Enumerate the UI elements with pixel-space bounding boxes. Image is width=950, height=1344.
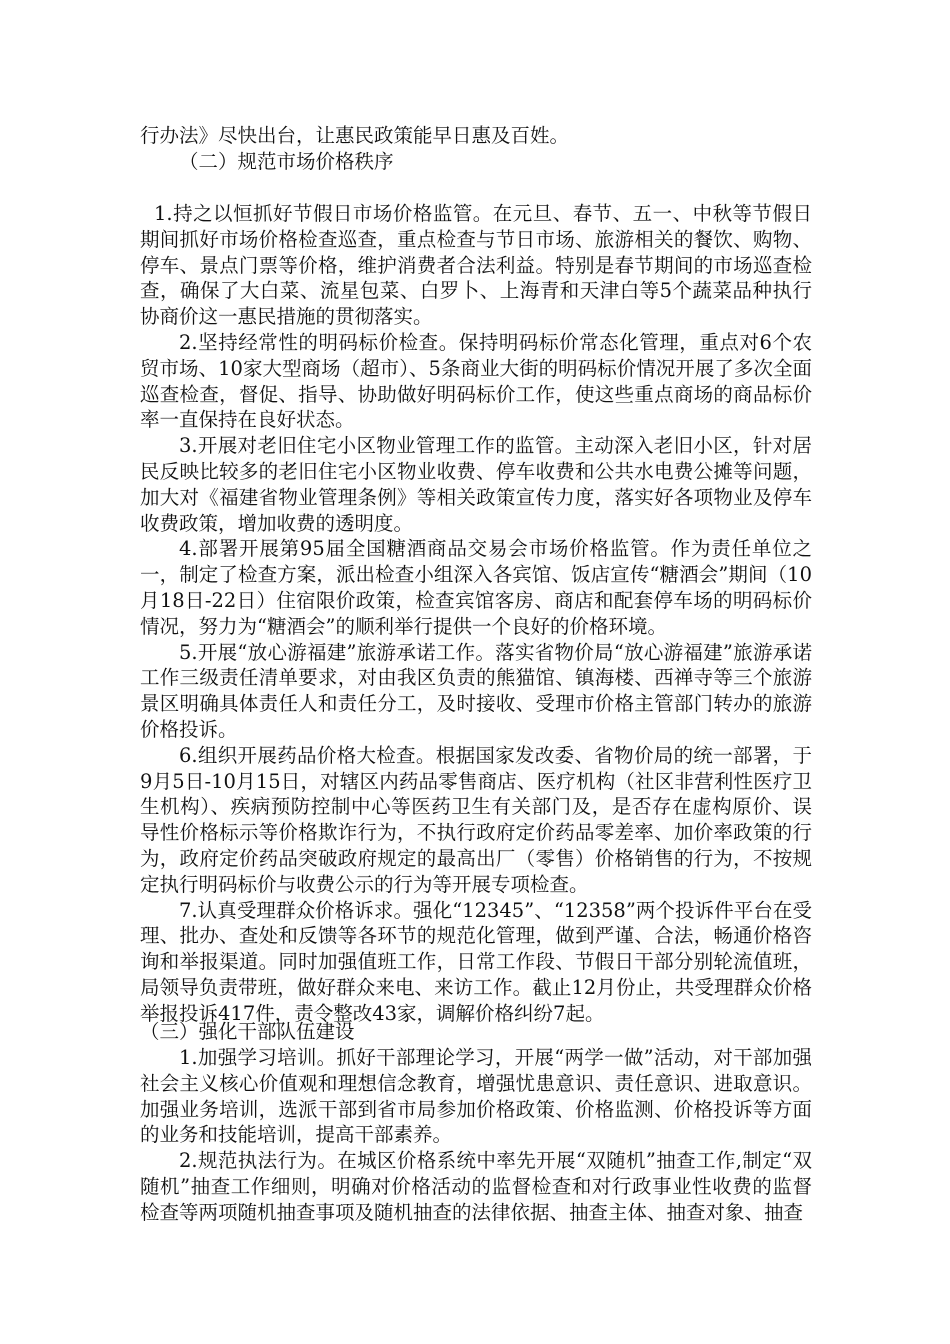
continuation-paragraph: 行办法》尽快出台，让惠民政策能早日惠及百姓。 (140, 124, 570, 147)
section-3-item-1: 1.加强学习培训。抓好干部理论学习，开展“两学一做”活动，对干部加强社会主义核心价值观和理想信念教育，增强忧患意识、责任意识、进取意识。加强业务培训，选派干部到省市局参加价格政策、价格监测、价格投诉等方面的业务和技能培训，提高干部素养。 (140, 1046, 812, 1147)
section-3-body (140, 1045, 812, 1226)
section-2-heading-block (140, 149, 812, 175)
section-2-item-1: 1.持之以恒抓好节假日市场价格监管。在元旦、春节、五一、中秋等节假日期间抓好市场价格检查巡查，重点检查与节日市场、旅游相关的餐饮、购物、停车、景点门票等价格，维护消费者合法利益。特别是春节期间的市场巡查检查，确保了大白菜、流星包菜、白罗卜、上海青和天津白等5个蔬菜品种执行协商价这一惠民措施的贯彻落实。 (140, 202, 812, 329)
section-2-item-5: 5.开展“放心游福建”旅游承诺工作。落实省物价局“放心游福建”旅游承诺工作三级责任清单要求，对由我区负责的熊猫馆、镇海楼、西禅寺等三个旅游景区明确具体责任人和责任分工，及时接收、受理市价格主管部门转办的旅游价格投诉。 (140, 640, 812, 741)
section-3-item-2: 2.规范执法行为。在城区价格系统中率先开展“双随机”抽查工作,制定“双随机”抽查工作细则，明确对价格活动的监督检查和对行政事业性收费的监督检查等两项随机抽查事项及随机抽查的法律依据、抽查主体、抽查对象、抽查 (140, 1149, 812, 1224)
section-2-item-2: 2.坚持经常性的明码标价检查。保持明码标价常态化管理，重点对6个农贸市场、10家大型商场（超市）、5条商业大街的明码标价情况开展了多次全面巡查检查，督促、指导、协助做好明码标价工作，使这些重点商场的商品标价率一直保持在良好状态。 (140, 330, 812, 432)
section-3-heading: （三）强化干部队伍建设 (140, 1020, 355, 1043)
section-2-item-7: 7.认真受理群众价格诉求。强化“12345”、“12358”两个投诉件平台在受理、批办、查处和反馈等各环节的规范化管理，做到严谨、合法，畅通价格咨询和举报渠道。同时加强值班工作，日常工作段、节假日干部分别轮流值班，局领导负责带班，做好群众来电、来访工作。截止12月份止，共受理群众价格举报投诉417件，责令整改43家，调解价格纠纷7起。 (140, 898, 812, 1025)
section-2-item-3: 3.开展对老旧住宅小区物业管理工作的监管。主动深入老旧小区，针对居民反映比较多的老旧住宅小区物业收费、停车收费和公共水电费公摊等问题，加大对《福建省物业管理条例》等相关政策宣传力度，落实好各项物业及停车收费政策，增加收费的透明度。 (140, 434, 812, 535)
section-2-item-4: 4.部署开展第95届全国糖酒商品交易会市场价格监管。作为责任单位之一，制定了检查方案，派出检查小组深入各宾馆、饭店宣传“糖酒会”期间（10月18日-22日）住宿限价政策，检查宾馆客房、商店和配套停车场的明码标价情况，努力为“糖酒会”的顺利举行提供一个良好的价格环境。 (140, 537, 812, 638)
section-3-heading-block (140, 1019, 812, 1045)
section-2-heading: （二）规范市场价格秩序 (179, 150, 394, 173)
section-2-body (140, 201, 812, 1027)
section-2-item-6: 6.组织开展药品价格大检查。根据国家发改委、省物价局的统一部署，于9月5日-10月15日，对辖区内药品零售商店、医疗机构（社区非营利性医疗卫生机构）、疾病预防控制中心等医药卫生有关部门及，是否存在虚构原价、误导性价格标示等价格欺诈行为，不执行政府定价药品零差率、加价率政策的行为，政府定价药品突破政府规定的最高出厂（零售）价格销售的行为，不按规定执行明码标价与收费公示的行为等开展专项检查。 (140, 743, 812, 896)
continuation-block (140, 123, 812, 149)
